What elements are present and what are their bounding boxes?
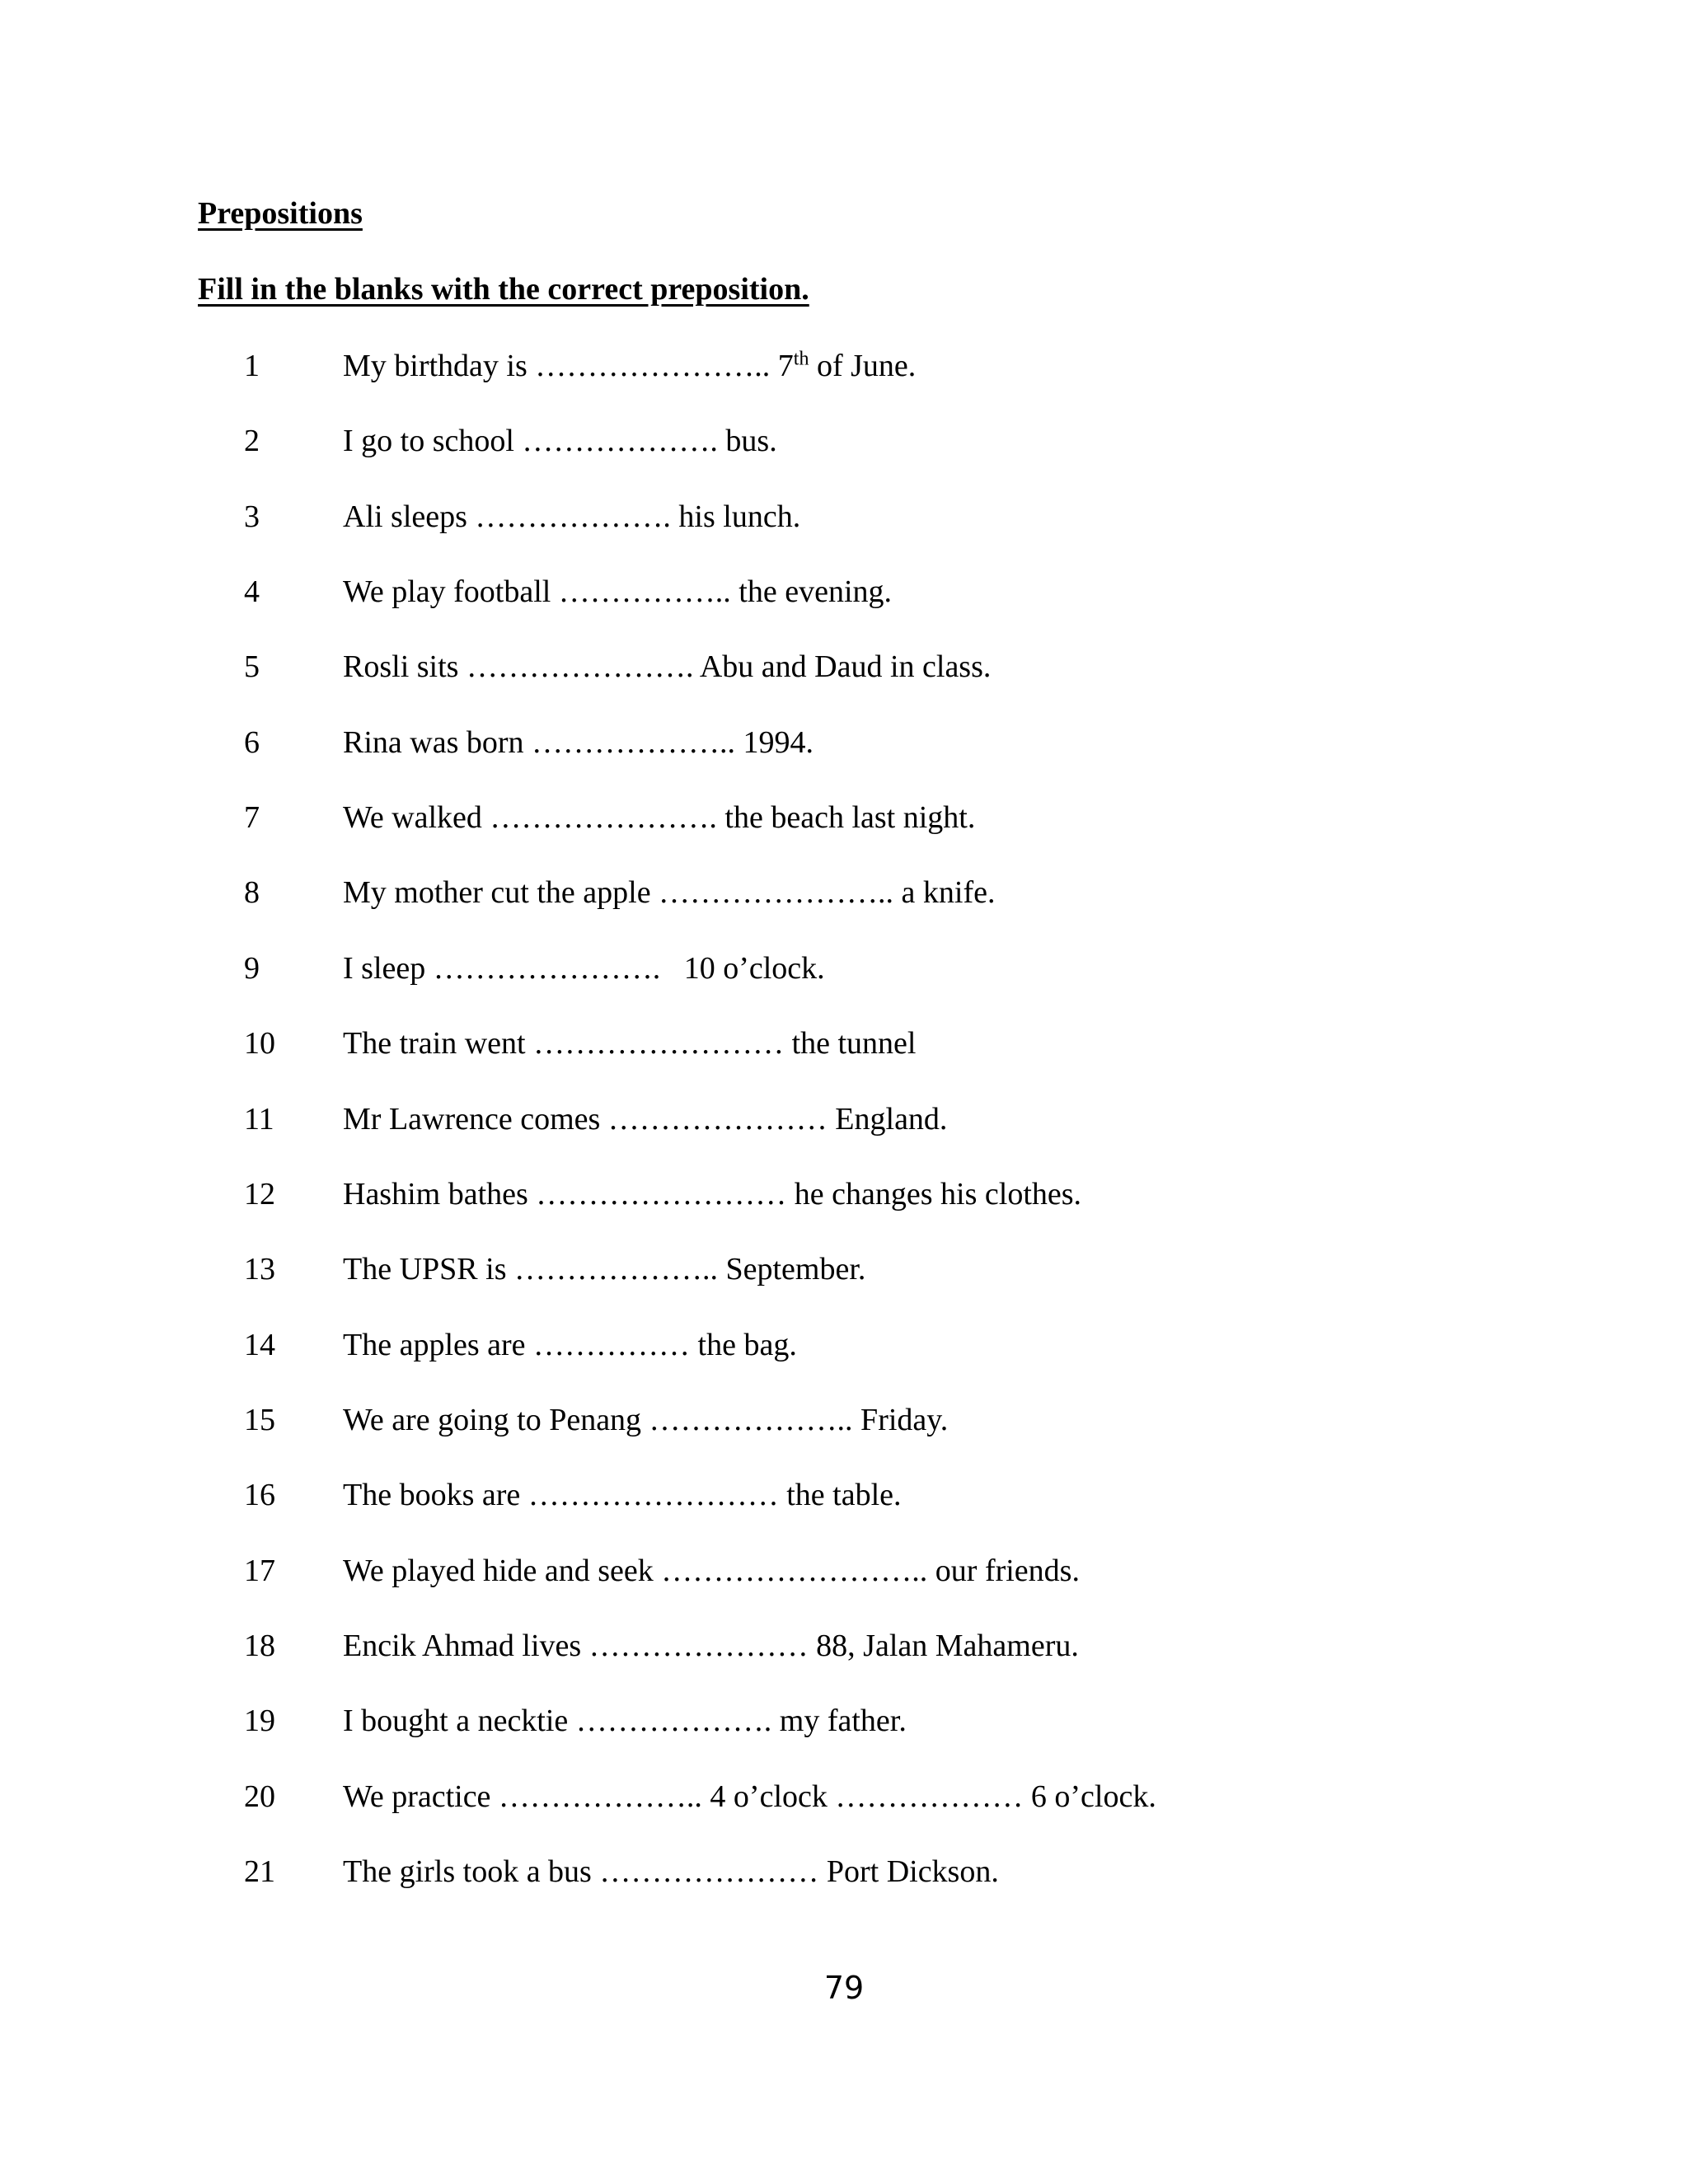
question-text [343,1470,902,1520]
question-item [0,1847,1688,1896]
question-item [0,1395,1688,1445]
question-item [0,1019,1688,1068]
question-text [343,944,825,993]
question-item [0,341,1688,391]
question-item [0,793,1688,842]
question-text [343,1019,917,1068]
question-number: 19 [244,1704,275,1739]
question-sentence: Hashim bathes …………………… he changes his clothes. [343,1176,1082,1212]
question-sentence: The girls took a bus ………………… Port Dickson. [343,1854,999,1889]
question-sentence: The books are …………………… the table. [343,1478,902,1513]
question-text [343,1395,948,1445]
question-number: 13 [244,1252,275,1287]
question-number: 1 [244,349,260,383]
question-sentence: Rina was born ……………….. 1994. [343,724,814,760]
question-number: 16 [244,1478,275,1513]
question-sentence: My birthday is ………………….. 7 [343,349,794,383]
question-number: 9 [244,950,260,986]
question-item [0,1470,1688,1520]
question-text [343,1772,1156,1821]
question-item [0,944,1688,993]
question-text [343,1696,907,1746]
question-number: 12 [244,1176,275,1212]
question-number: 14 [244,1327,275,1362]
question-text [343,492,800,541]
question-number: 18 [244,1628,275,1663]
question-sentence: I go to school ………………. bus. [343,424,777,459]
question-text [343,793,975,842]
question-sentence: Rosli sits …………………. Abu and Daud in class. [343,649,992,685]
question-number: 4 [244,574,260,610]
question-item [0,1244,1688,1294]
question-item [0,1696,1688,1746]
question-number: 2 [244,424,260,459]
question-sentence: We played hide and seek …………………….. our friends. [343,1553,1080,1588]
ordinal-suffix: th [793,348,809,370]
question-sentence: We practice ……………….. 4 o’clock ……………… 6 o’clock. [343,1779,1156,1814]
question-sentence: The train went …………………… the tunnel [343,1026,917,1062]
question-text [343,718,814,767]
question-sentence: We are going to Penang ……………….. Friday. [343,1402,949,1437]
question-number: 20 [244,1779,275,1814]
question-text [343,642,991,691]
question-text [343,567,892,616]
question-item [0,492,1688,541]
question-text [343,1094,947,1144]
question-number: 17 [244,1553,275,1588]
question-item [0,567,1688,616]
page-number: 79 [823,1970,865,2006]
question-item [0,868,1688,917]
question-item [0,416,1688,466]
question-text [343,1244,865,1294]
question-item [0,1772,1688,1821]
question-item [0,1546,1688,1596]
question-sentence: I sleep …………………. 10 o’clock. [343,950,825,986]
question-sentence: I bought a necktie ………………. my father. [343,1704,907,1739]
question-text [343,416,777,466]
question-text [343,1621,1079,1671]
instruction-heading: Fill in the blanks with the correct preposition. [198,272,809,307]
question-sentence: The UPSR is ……………….. September. [343,1252,866,1287]
question-sentence: Ali sleeps ………………. his lunch. [343,499,801,534]
question-sentence: Mr Lawrence comes ………………… England. [343,1101,948,1137]
page-title: Prepositions [198,196,363,231]
question-item [0,1621,1688,1671]
question-text [343,1847,999,1896]
question-number: 3 [244,499,260,534]
question-number: 11 [244,1101,274,1137]
question-text [343,1169,1081,1219]
question-item [0,718,1688,767]
question-text [343,1546,1080,1596]
question-sentence: We play football …………….. the evening. [343,574,893,610]
question-sentence: Encik Ahmad lives ………………… 88, Jalan Mahameru. [343,1628,1079,1663]
question-item [0,642,1688,691]
question-number: 5 [244,649,260,685]
question-number: 21 [244,1854,275,1889]
question-item [0,1169,1688,1219]
question-number: 10 [244,1026,275,1062]
question-sentence: My mother cut the apple ………………….. a knife. [343,875,996,911]
question-number: 15 [244,1402,275,1437]
question-number: 8 [244,875,260,911]
question-text [343,341,916,391]
question-item [0,1094,1688,1144]
question-text [343,868,996,917]
question-sentence-end: of June. [809,349,917,383]
question-item [0,1320,1688,1370]
question-text [343,1320,797,1370]
question-number: 7 [244,800,260,836]
question-number: 6 [244,724,260,760]
question-sentence: The apples are …………… the bag. [343,1327,797,1362]
question-sentence: We walked …………………. the beach last night. [343,800,976,836]
